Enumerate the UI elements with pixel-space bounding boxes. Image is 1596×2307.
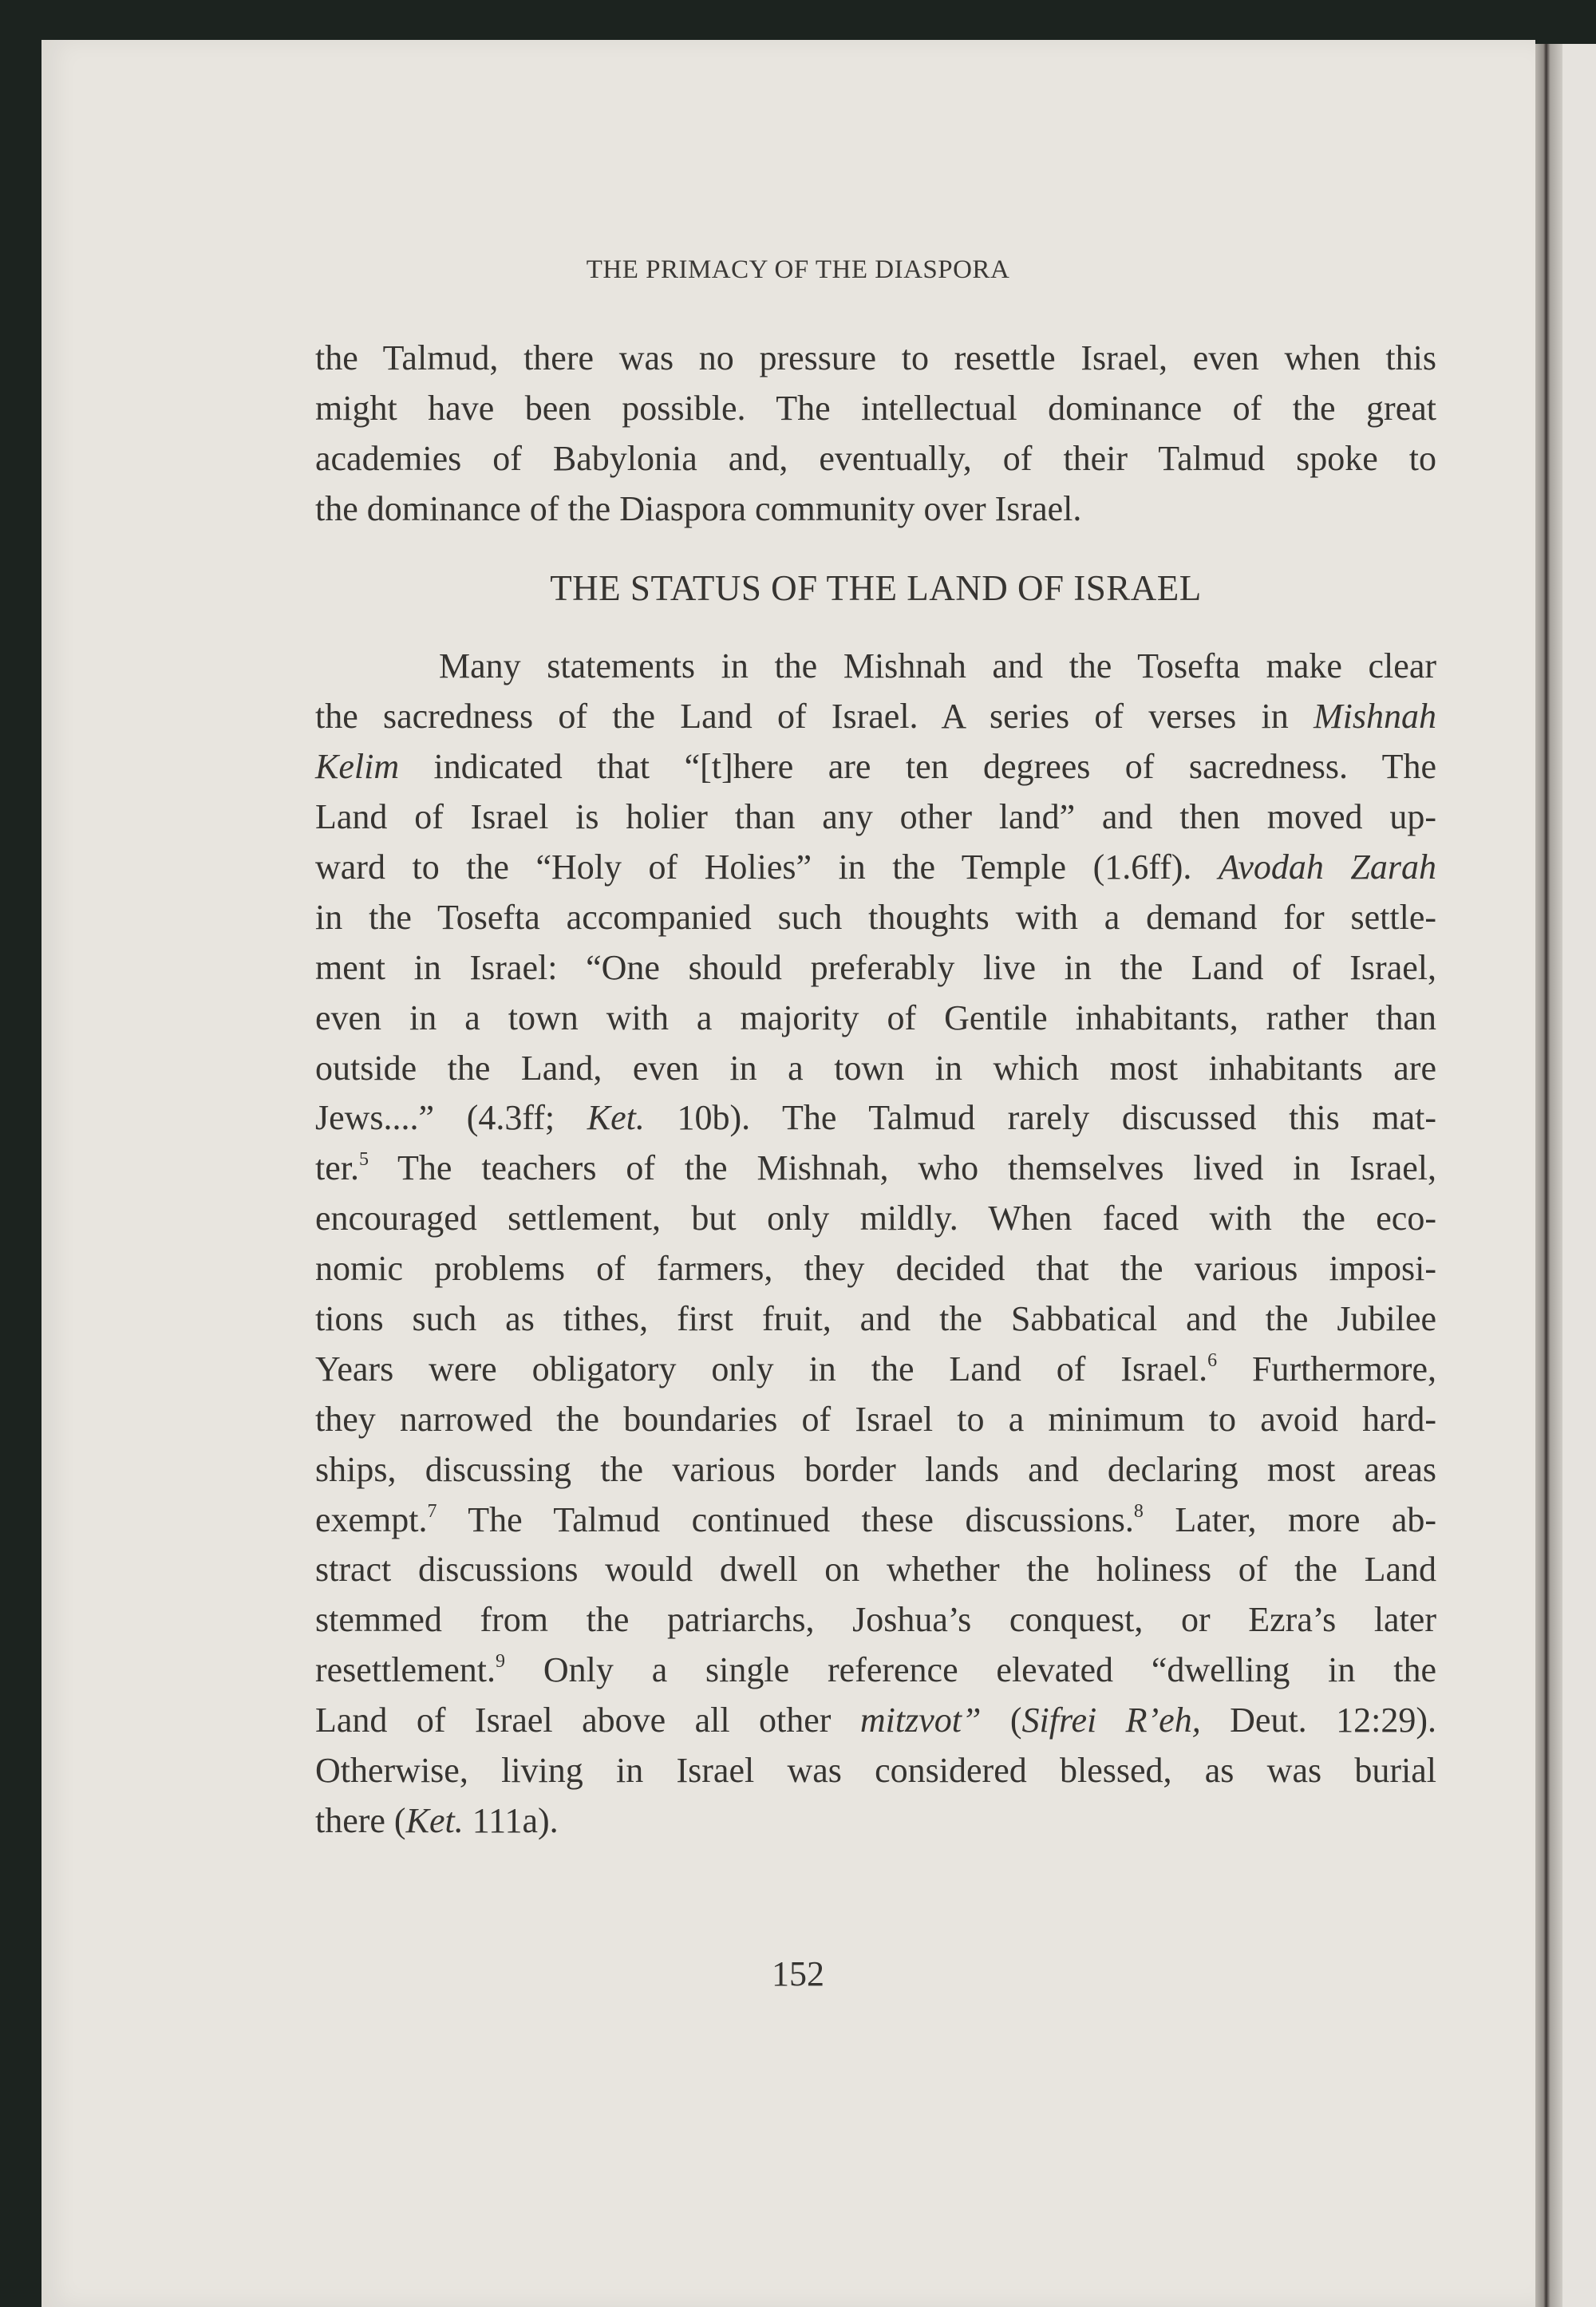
text-line	[315, 994, 1436, 1044]
text-line	[315, 1445, 1436, 1495]
running-header: THE PRIMACY OF THE DIASPORA	[586, 255, 1010, 284]
text-line	[315, 1395, 1436, 1445]
text-segment: Land of Israel above all other	[315, 1701, 860, 1740]
paragraph-2	[315, 642, 1436, 1846]
text-line	[315, 1645, 1436, 1696]
text-line	[315, 334, 1436, 384]
text-line	[315, 1595, 1436, 1645]
text-segment: Later, more ab-	[1143, 1499, 1437, 1539]
italic-text: Ket.	[587, 1098, 645, 1138]
italic-text: Avodah Zarah	[1218, 847, 1436, 887]
text-line	[315, 943, 1436, 994]
text-line	[315, 1696, 1436, 1746]
text-segment: Otherwise, living in Israel was considered blessed, as was burial	[315, 1751, 1436, 1791]
text-line	[315, 1093, 1436, 1144]
text-segment: nomic problems of farmers, they decided that the various imposi-	[315, 1249, 1436, 1289]
text-segment: ward to the “Holy of Holies” in the Temple (1.6ff).	[315, 847, 1219, 887]
text-segment: even in a town with a majority of Gentile inhabitants, rather than	[315, 997, 1436, 1037]
text-segment: exempt.	[315, 1499, 428, 1539]
text-line	[315, 434, 1436, 484]
text-line	[315, 692, 1436, 742]
text-line	[315, 642, 1436, 692]
italic-text: Kelim	[315, 747, 400, 787]
text-segment: the sacredness of the Land of Israel. A series of verses in	[315, 697, 1314, 737]
text-segment: Only a single reference elevated “dwelling in the	[505, 1650, 1436, 1690]
text-segment: ment in Israel: “One should preferably live in the Land of Israel,	[315, 947, 1436, 987]
text-segment: ter.	[315, 1148, 359, 1188]
text-segment: Deut. 12:29).	[1200, 1701, 1436, 1740]
text-line	[315, 893, 1436, 943]
text-line	[315, 1545, 1436, 1595]
text-line	[315, 1796, 1436, 1847]
text-line	[315, 792, 1436, 843]
text-segment: tions such as tithes, first fruit, and the Sabbatical and the Jubilee	[315, 1299, 1436, 1339]
text-segment: in the Tosefta accompanied such thoughts with a demand for settle-	[315, 897, 1436, 937]
text-line	[315, 1244, 1436, 1294]
text-segment: indicated that “[t]here are ten degrees of sacredness. The	[399, 747, 1436, 787]
text-segment: encouraged settlement, but only mildly. When faced with the eco-	[315, 1199, 1436, 1238]
text-segment: Years were obligatory only in the Land of Israel.	[315, 1349, 1208, 1389]
text-line	[315, 843, 1436, 893]
text-line	[315, 484, 1436, 535]
text-line	[315, 384, 1436, 434]
footnote-marker: 6	[1207, 1349, 1218, 1371]
text-line	[315, 1194, 1436, 1244]
italic-text: Ket.	[405, 1800, 464, 1840]
text-line	[315, 1144, 1436, 1194]
text-line	[315, 1044, 1436, 1094]
text-segment: The Talmud continued these discussions.	[437, 1499, 1134, 1539]
text-segment: might have been possible. The intellectual dominance of the great	[315, 388, 1436, 428]
text-segment: they narrowed the boundaries of Israel to a minimum to avoid hard-	[315, 1399, 1436, 1439]
text-line	[315, 1746, 1436, 1796]
text-line	[315, 1345, 1436, 1395]
text-segment: (	[981, 1701, 1022, 1740]
page-number: 152	[772, 1954, 824, 1993]
text-line	[315, 1495, 1436, 1546]
body-text	[315, 334, 1436, 1847]
text-segment: 10b). The Talmud rarely discussed this mat-	[644, 1098, 1437, 1138]
text-segment: the dominance of the Diaspora community over Israel.	[315, 488, 1082, 528]
text-segment: The teachers of the Mishnah, who themselves lived in Israel,	[368, 1148, 1436, 1188]
text-segment: academies of Babylonia and, eventually, of their Talmud spoke to	[315, 438, 1436, 478]
text-segment: the Talmud, there was no pressure to resettle Israel, even when this	[315, 338, 1436, 377]
paragraph-1	[315, 334, 1436, 535]
text-segment: ships, discussing the various border lands and declaring most areas	[315, 1449, 1436, 1489]
text-segment: 111a).	[463, 1800, 559, 1840]
text-segment: Furthermore,	[1217, 1349, 1436, 1389]
text-line	[315, 742, 1436, 792]
text-segment: outside the Land, even in a town in which most inhabitants are	[315, 1048, 1436, 1088]
text-segment: stract discussions would dwell on whether the holiness of the Land	[315, 1550, 1436, 1590]
italic-text: Sifrei R’eh,	[1021, 1701, 1201, 1740]
text-segment: Land of Israel is holier than any other land” and then moved up-	[315, 797, 1436, 837]
text-segment: Jews....” (4.3ff;	[315, 1098, 587, 1138]
text-segment: there (	[315, 1800, 406, 1840]
footnote-marker: 9	[496, 1651, 506, 1673]
text-segment: Many statements in the Mishnah and the Tosefta make clear	[439, 646, 1436, 686]
italic-text: mitzvot”	[859, 1701, 982, 1740]
italic-text: Mishnah	[1314, 697, 1436, 737]
footnote-marker: 7	[427, 1500, 437, 1522]
text-segment: stemmed from the patriarchs, Joshua’s conquest, or Ezra’s later	[315, 1600, 1436, 1640]
section-heading: THE STATUS OF THE LAND OF ISRAEL	[550, 567, 1202, 608]
text-line	[315, 1294, 1436, 1345]
footnote-marker: 5	[358, 1149, 369, 1171]
text-segment: resettlement.	[315, 1650, 496, 1690]
footnote-marker: 8	[1133, 1500, 1144, 1522]
